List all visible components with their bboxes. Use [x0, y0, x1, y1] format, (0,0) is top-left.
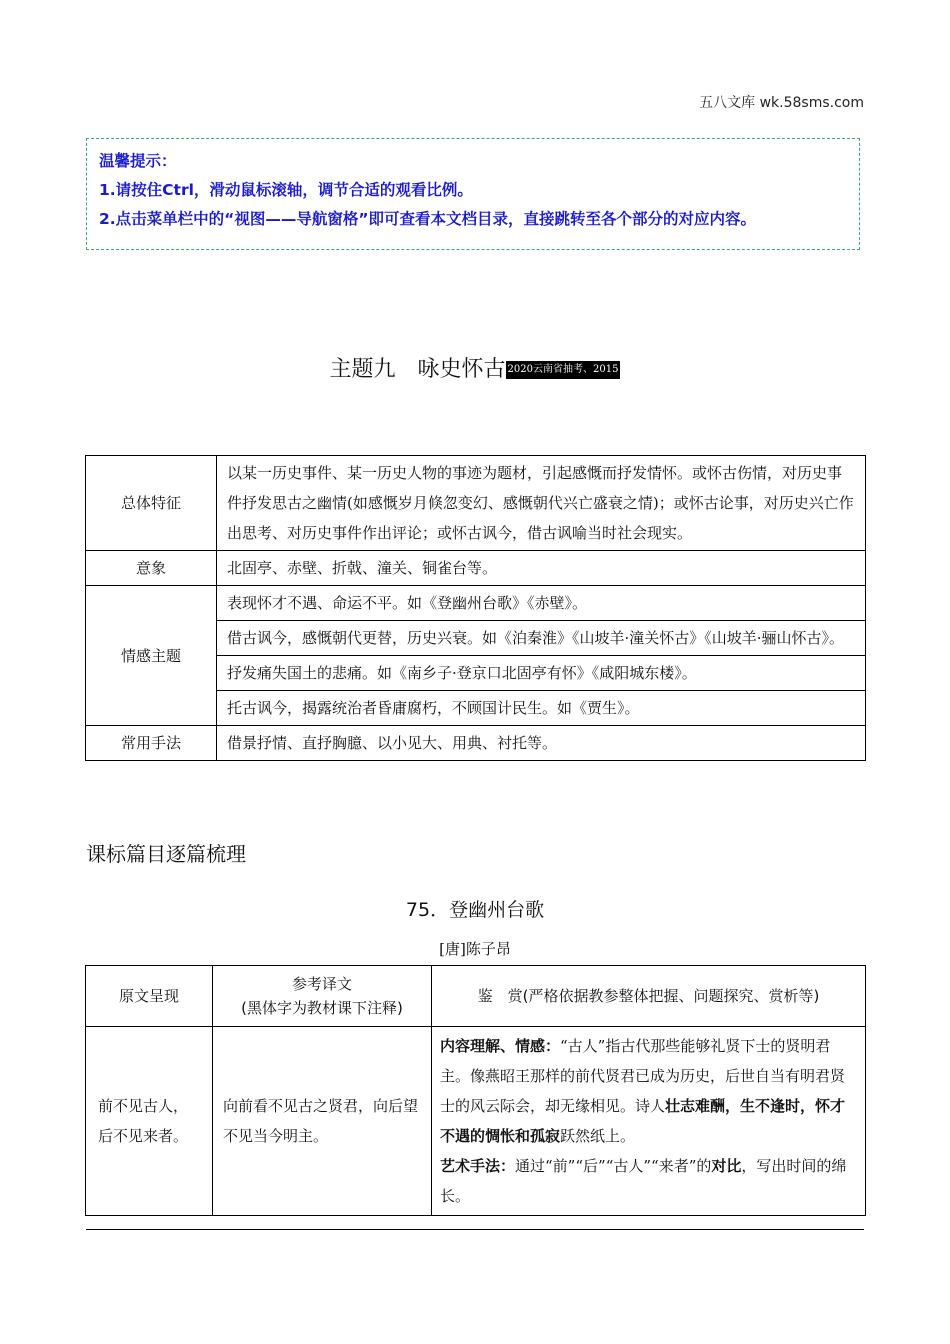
topic-heading: 主题九 咏史怀古	[329, 357, 506, 382]
emotion-item-3: 抒发痛失国土的悲痛。如《南乡子·登京口北固亭有怀》《咸阳城东楼》。	[217, 656, 866, 691]
poem-table	[85, 965, 866, 1216]
poem-title: 75．登幽州台歌	[405, 899, 545, 921]
imagery-label: 意象	[86, 551, 217, 586]
emotion-label: 情感主题	[86, 586, 217, 726]
general-label: 总体特征	[86, 456, 217, 551]
emotion-item-2: 借古讽今，感慨朝代更替，历史兴衰。如《泊秦淮》《山坡羊·潼关怀古》《山坡羊·骊山怀古》。	[217, 621, 866, 656]
col-appreciation: 鉴 赏(严格依据教参整体把握、问题探究、赏析等)	[432, 966, 866, 1027]
section-title: 课标篇目逐篇梳理	[86, 842, 246, 866]
general-text: 以某一历史事件、某一历史人物的事迹为题材，引起感慨而抒发情怀。或怀古伤情，对历史事件抒发思古之幽情(如感慨岁月倏忽变幻、感慨朝代兴亡盛衰之情)；或怀古论事，对历史兴亡作出思考、对历史事件作出评论；或怀古讽今，借古讽喻当时社会现实。	[217, 456, 866, 551]
appr-text-2a: 通过“前”“后”“古人”“来者”的	[515, 1157, 712, 1175]
table-row	[86, 586, 866, 621]
appr-text-1b: 跃然纸上。	[560, 1127, 636, 1145]
appreciation-text	[432, 1027, 866, 1216]
tips-box	[86, 138, 860, 250]
appr-bold-1: 壮志难酬，生不逢时，怀才不遇的惆怅和孤寂	[440, 1097, 846, 1145]
original-text: 前不见古人，后不见来者。	[86, 1027, 213, 1216]
col-original: 原文呈现	[86, 966, 213, 1027]
overview-table	[85, 455, 866, 761]
tips-title: 温馨提示：	[99, 152, 177, 170]
site-watermark: 五八文库 wk.58sms.com	[699, 95, 864, 111]
table-row	[86, 456, 866, 551]
appr-label-1: 内容理解、情感：	[440, 1037, 561, 1055]
tips-line-2: 2.点击菜单栏中的“视图——导航窗格”即可查看本文档目录，直接跳转至各个部分的对应内容。	[99, 210, 757, 228]
bottom-divider	[86, 1229, 864, 1230]
appr-text-2b: ，写出时间的绵长。	[440, 1157, 847, 1205]
exam-tag: 2020云南省抽考、2015	[506, 361, 621, 379]
tips-line-1: 1.请按住Ctrl，滑动鼠标滚轴，调节合适的观看比例。	[99, 181, 473, 199]
methods-label: 常用手法	[86, 726, 217, 761]
table-row	[86, 551, 866, 586]
topic-title	[0, 352, 950, 383]
emotion-item-4: 托古讽今，揭露统治者昏庸腐朽，不顾国计民生。如《贾生》。	[217, 691, 866, 726]
col-translation-line2: (黑体字为教材课下注释)	[241, 999, 403, 1017]
appr-bold-2: 对比	[711, 1157, 742, 1175]
translation-text: 向前看不见古之贤君，向后望不见当今明主。	[213, 1027, 432, 1216]
table-row	[86, 726, 866, 761]
imagery-text: 北固亭、赤壁、折戟、潼关、铜雀台等。	[217, 551, 866, 586]
col-translation	[213, 966, 432, 1027]
emotion-item-1: 表现怀才不遇、命运不平。如《登幽州台歌》《赤壁》。	[217, 586, 866, 621]
appr-label-2: 艺术手法：	[440, 1157, 516, 1175]
table-row	[86, 1027, 866, 1216]
methods-text: 借景抒情、直抒胸臆、以小见大、用典、衬托等。	[217, 726, 866, 761]
poem-author: [唐]陈子昂	[439, 940, 511, 958]
appr-text-1a: “古人”指古代那些能够礼贤下士的贤明君主。像燕昭王那样的前代贤君已成为历史，后世自当有明君贤士的风云际会，却无缘相见。诗人	[440, 1037, 846, 1115]
table-header-row	[86, 966, 866, 1027]
col-translation-line1: 参考译文	[291, 975, 352, 993]
